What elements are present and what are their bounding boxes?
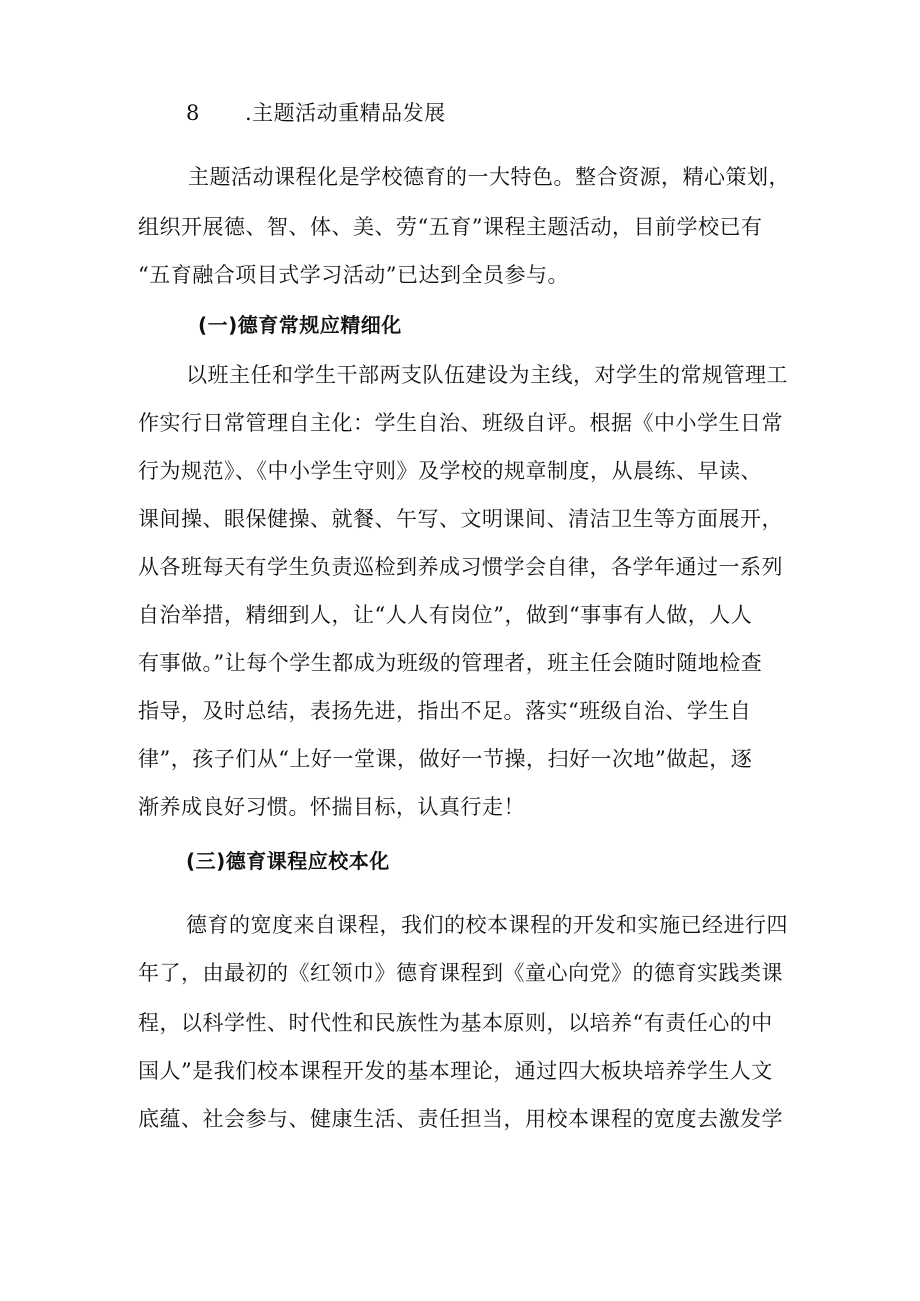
- text-line: 作实行日常管理自主化：学生自治、班级自评。根据《中小学生日常: [138, 411, 783, 435]
- text-line: 以班主任和学生干部两支队伍建设为主线，对学生的常规管理工: [186, 363, 788, 387]
- text-line: 组织开展德、智、体、美、劳“五育”课程主题活动，目前学校已有: [138, 215, 763, 239]
- text-line: 律”，孩子们从“上好一堂课，做好一节操，扫好一次地”做起，逐: [138, 747, 753, 771]
- text-line: 有事做。”让每个学生都成为班级的管理者，班主任会随时随地检查: [138, 651, 763, 675]
- text-line: 德育的宽度来自课程，我们的校本课程的开发和实施已经进行四: [186, 913, 788, 937]
- text-line: 国人”是我们校本课程开发的基本理论，通过四大板块培养学生人文: [138, 1059, 773, 1083]
- text-line: 从各班每天有学生负责巡检到养成习惯学会自律，各学年通过一系列: [138, 555, 783, 579]
- subheading-curriculum: (三)德育课程应校本化: [186, 849, 390, 873]
- text-line: 指导，及时总结，表扬先进，指出不足。落实“班级自治、学生自: [138, 699, 752, 723]
- text-line: 年了，由最初的《红领巾》德育课程到《童心向党》的德育实践类课: [138, 961, 783, 985]
- text-line: 行为规范》、《中小学生守则》及学校的规章制度，从晨练、早读、: [138, 459, 762, 483]
- section-number: 8: [186, 101, 200, 125]
- text-line: 自治举措，精细到人，让“人人有岗位”，做到“事事有人做，人人: [138, 603, 753, 627]
- text-line: 程，以科学性、时代性和民族性为基本原则，以培养“有责任心的中: [138, 1011, 773, 1035]
- text-line: 底蕴、社会参与、健康生活、责任担当，用校本课程的宽度去激发学: [138, 1107, 783, 1131]
- text-line: “五育融合项目式学习活动”已达到全员参与。: [138, 263, 569, 287]
- subheading-routine: (一)德育常规应精细化: [198, 313, 402, 337]
- text-line: 渐养成良好习惯。怀揣目标，认真行走！: [138, 795, 525, 819]
- text-line: 课间操、眼保健操、就餐、午写、文明课间、清洁卫生等方面展开，: [138, 507, 783, 531]
- text-line: 主题活动课程化是学校德育的一大特色。整合资源，精心策划，: [188, 165, 790, 189]
- section-title: .主题活动重精品发展: [245, 101, 446, 125]
